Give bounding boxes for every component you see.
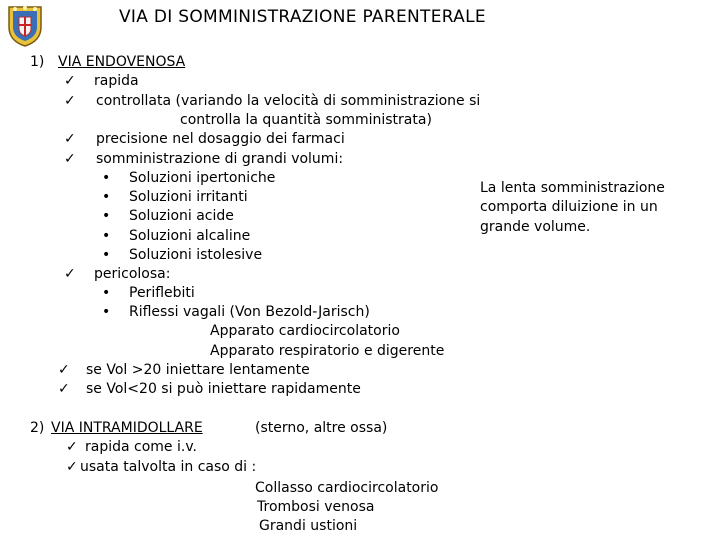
page-title: VIA DI SOMMINISTRAZIONE PARENTERALE [119, 7, 486, 27]
section1-number: 1) [30, 54, 45, 70]
item-precisione: precisione nel dosaggio dei farmaci [96, 131, 345, 147]
list-item: Soluzioni istolesive [129, 247, 263, 263]
section2-heading: VIA INTRAMIDOLLARE [51, 420, 203, 436]
bullet-icon: • [102, 189, 111, 205]
check-icon: ✓ [66, 439, 78, 455]
bullet-icon: • [102, 304, 111, 320]
bullet-icon: • [102, 208, 111, 224]
check-icon: ✓ [64, 131, 76, 147]
item-rapida-iv: rapida come i.v. [85, 439, 197, 455]
bullet-icon: • [102, 247, 111, 263]
apparato-line: Apparato cardiocircolatorio [210, 323, 400, 339]
bullet-icon: • [102, 285, 111, 301]
side-note-line: comporta diluizione in un [480, 199, 658, 215]
bullet-icon: • [102, 228, 111, 244]
item-grandi-volumi: somministrazione di grandi volumi: [96, 151, 344, 167]
item-controllata-line2: controlla la quantità somministrata) [180, 112, 432, 128]
check-icon: ✓ [58, 362, 70, 378]
item-rapida: rapida [94, 73, 139, 89]
check-icon: ✓ [58, 381, 70, 397]
check-icon: ✓ [66, 459, 78, 475]
list-item: Soluzioni alcaline [129, 228, 251, 244]
side-note-line: grande volume. [480, 219, 591, 235]
check-icon: ✓ [64, 266, 76, 282]
item-vol-lt: se Vol<20 si può iniettare rapidamente [86, 381, 361, 397]
coat-of-arms-logo [6, 3, 44, 47]
case-line: Grandi ustioni [259, 518, 358, 534]
check-icon: ✓ [64, 93, 76, 109]
section2-note: (sterno, altre ossa) [255, 420, 388, 436]
list-item: Soluzioni irritanti [129, 189, 248, 205]
case-line: Trombosi venosa [257, 499, 375, 515]
item-usata: usata talvolta in caso di : [80, 459, 257, 475]
item-pericolosa: pericolosa: [94, 266, 171, 282]
section2-number: 2) [30, 420, 45, 436]
apparato-line: Apparato respiratorio e digerente [210, 343, 445, 359]
check-icon: ✓ [64, 73, 76, 89]
item-vol-gt: se Vol >20 iniettare lentamente [86, 362, 310, 378]
list-item: Soluzioni ipertoniche [129, 170, 276, 186]
section1-heading: VIA ENDOVENOSA [58, 54, 186, 70]
case-line: Collasso cardiocircolatorio [255, 480, 439, 496]
check-icon: ✓ [64, 151, 76, 167]
bullet-icon: • [102, 170, 111, 186]
list-item: Periflebiti [129, 285, 195, 301]
side-note-line: La lenta somministrazione [480, 180, 665, 196]
list-item: Soluzioni acide [129, 208, 234, 224]
item-controllata-line1: controllata (variando la velocità di somministrazione si [96, 93, 481, 109]
list-item: Riflessi vagali (Von Bezold-Jarisch) [129, 304, 370, 320]
